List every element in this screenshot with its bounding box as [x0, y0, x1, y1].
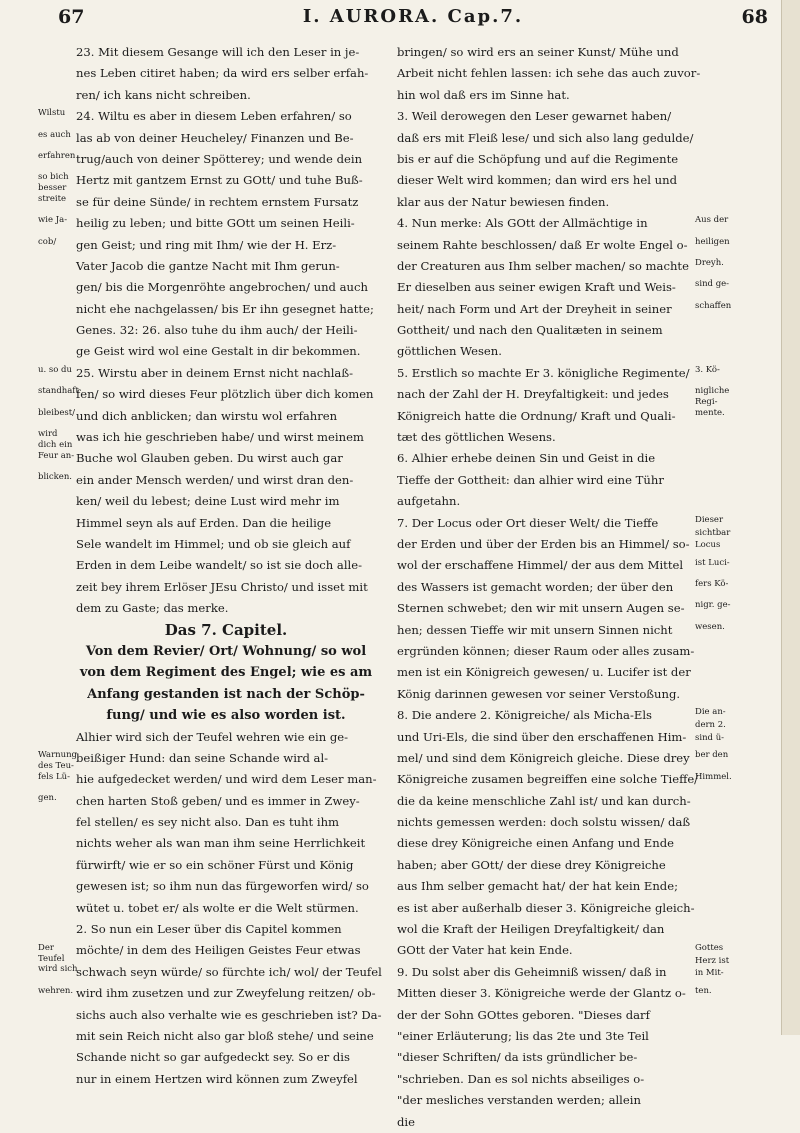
text-line: Sternen schwebet; den wir mit unsern Augen se-: [397, 601, 685, 616]
margin-note: 3. Kö-: [695, 365, 720, 375]
text-line: men ist ein Königreich gewesen/ u. Lucifer ist der: [397, 665, 691, 680]
page-edge: [781, 0, 800, 1035]
margin-note: erfahren: [38, 151, 76, 161]
text-line: gen/ bis die Morgenröhte angebrochen/ und auch: [76, 280, 368, 295]
margin-note: dern 2.: [695, 720, 726, 731]
text-line: 25. Wirstu aber in deinem Ernst nicht nachlaß-: [76, 365, 353, 380]
margin-note: ten.: [695, 985, 712, 996]
text-line: "schrieben. Dan es sol nichts abseiliges o-: [397, 1071, 645, 1086]
margin-note: wird sich: [38, 964, 78, 975]
text-line: sichs auch also verhalte wie es geschrieben ist? Da-: [76, 1007, 382, 1022]
left-column: [76, 42, 382, 1090]
text-line: heit/ nach Form und Art der Dreyheit in seiner: [397, 301, 672, 316]
text-line: Schande nicht so gar aufgedeckt sey. So er dis: [76, 1050, 350, 1065]
text-line: se für deine Sünde/ in rechtem ernstem Fursatz: [76, 194, 359, 209]
margin-note: heiligen: [695, 236, 730, 247]
text-line: 24. Wiltu es aber in diesem Leben erfahren/ so: [76, 109, 352, 124]
text-line: hen; dessen Tieffe wir mit unsern Sinnen nicht: [397, 622, 673, 637]
text-line: die da keine menschliche Zahl ist/ und kan durch-: [397, 793, 691, 808]
margin-note: blicken.: [38, 472, 72, 482]
text-line: nur in einem Hertzen wird können zum Zweyfel: [76, 1071, 358, 1086]
text-line: Gottheit/ und nach den Qualitæten in seinem: [397, 323, 663, 338]
text-line: Sele wandelt im Himmel; und ob sie gleich auf: [76, 536, 351, 551]
text-line: 6. Alhier erhebe deinen Sin und Geist in die: [397, 451, 656, 466]
text-line: ergründen können; dieser Raum oder alles zusam-: [397, 643, 695, 658]
chapter-subtitle-line: Anfang gestanden ist nach der Schöp-: [87, 686, 365, 702]
margin-note: es auch: [38, 129, 71, 140]
text-line: wütet u. tobet er/ als wolte er die Welt stürmen.: [76, 900, 359, 915]
text-line: wol die Kraft der Heiligen Dreyfaltigkeit/ dan: [397, 922, 665, 937]
margin-note: Himmel.: [695, 771, 732, 782]
text-line: Himmel seyn als auf Erden. Dan die heilige: [76, 515, 332, 530]
margin-note: sind ü-: [695, 733, 725, 744]
margin-note: dich ein: [38, 439, 73, 450]
text-line: wol der erschaffene Himmel/ der aus dem Mittel: [397, 558, 684, 573]
text-line: 8. Die andere 2. Königreiche/ als Micha-Els: [397, 708, 652, 723]
chapter-subtitle-line: von dem Regiment des Engel; wie es am: [79, 665, 373, 681]
text-line: GOtt der Vater hat kein Ende.: [397, 943, 573, 958]
text-line: ren/ ich kans nicht schreiben.: [76, 87, 251, 102]
margin-note: nigr. ge-: [695, 600, 731, 611]
text-line: der Erden und über der Erden bis an Himmel/ so-: [397, 536, 690, 551]
text-line: trug/auch von deiner Spötterey; und wende dein: [76, 151, 363, 166]
margin-note: in Mit-: [695, 968, 724, 979]
margin-note: u. so du: [38, 365, 72, 375]
margin-note: nigliche: [695, 386, 730, 397]
text-line: Buche wol Glauben geben. Du wirst auch gar: [76, 451, 343, 466]
margin-note: Feur an-: [38, 450, 75, 461]
margin-note: Regi-: [695, 397, 718, 408]
text-line: "einer Erläuterung; lis das 2te und 3te Teil: [397, 1028, 649, 1043]
text-line: schwach seyn würde/ so fürchte ich/ wol/ der Teufel: [76, 964, 382, 979]
text-line: Erden in dem Leibe wandelt/ so ist sie doch alle-: [76, 558, 363, 573]
margin-note: wesen.: [695, 621, 725, 632]
text-line: bringen/ so wird ers an seiner Kunst/ Mühe und: [397, 45, 679, 59]
text-line: was ich hie geschrieben habe/ und wirst meinem: [76, 430, 364, 445]
text-line: ein ander Mensch werden/ und wirst dran den-: [76, 472, 354, 487]
text-line: daß ers mit Fleiß lese/ und sich also lang gedulde/: [397, 130, 694, 145]
text-line: nicht ehe nachgelassen/ bis Er ihn gesegnet hatte;: [76, 301, 374, 316]
margin-note: Locus: [695, 540, 721, 551]
text-line: König darinnen gewesen vor seiner Verstoßung.: [397, 686, 681, 701]
page-number-left: 67: [58, 6, 85, 28]
margin-note: sind ge-: [695, 279, 730, 290]
margin-note: schaffen: [695, 300, 732, 311]
text-line: Hertz mit gantzem Ernst zu GOtt/ und tuhe Buß-: [76, 173, 363, 188]
margin-note: Aus der: [695, 215, 729, 226]
text-line: aus Ihm selber gemacht hat/ der hat kein Ende;: [397, 879, 678, 894]
text-line: möchte/ in dem des Heiligen Geistes Feur etwas: [76, 943, 361, 958]
margin-note: Wilstu: [38, 108, 66, 119]
margin-note: bleibest/: [38, 407, 76, 418]
text-line: 5. Erstlich so machte Er 3. königliche Regimente/: [397, 365, 690, 380]
text-line: Königreiche zusamen begreiffen eine solche Tieffe/: [397, 772, 699, 787]
text-line: haben; aber GOtt/ der diese drey Königreiche: [397, 857, 666, 872]
margin-note: wird: [38, 429, 58, 440]
text-line: und dich anblicken; dan wirstu wol erfahren: [76, 408, 338, 423]
running-title: I. AURORA. Cap.7.: [302, 6, 524, 27]
margin-note: fels Lü-: [38, 771, 70, 782]
text-line: gewesen ist; so ihm nun das fürgeworfen wird/ so: [76, 879, 369, 894]
text-line: die: [397, 1114, 415, 1129]
text-line: nach der Zahl der H. Dreyfaltigkeit: und jedes: [397, 387, 669, 402]
text-line: tæt des göttlichen Wesens.: [397, 430, 556, 445]
margin-note: cob/: [38, 236, 57, 247]
text-line: Königreich hatte die Ordnung/ Kraft und Quali-: [397, 408, 676, 423]
margin-note: Die an-: [695, 707, 726, 718]
margin-note: ist Luci-: [695, 557, 730, 568]
text-line: Mitten dieser 3. Königreiche werde der Glantz o-: [397, 986, 686, 1001]
text-line: hie aufgedecket werden/ und wird dem Leser man-: [76, 772, 377, 787]
chapter-title: Das 7. Capitel.: [164, 620, 288, 639]
text-line: Genes. 32: 26. also tuhe du ihm auch/ der Heili-: [76, 323, 358, 338]
margin-note: des Teu-: [38, 760, 74, 771]
text-line: 2. So nun ein Leser über dis Capitel kommen: [76, 922, 342, 937]
text-line: beißiger Hund: dan seine Schande wird al-: [76, 750, 329, 765]
text-line: 7. Der Locus oder Ort dieser Welt/ die Tieffe: [397, 515, 659, 530]
text-line: Alhier wird sich der Teufel wehren wie ein ge-: [76, 729, 349, 744]
page-header: [58, 6, 768, 28]
text-line: mit sein Reich nicht also gar bloß stehe/ und seine: [76, 1028, 374, 1043]
margin-note: wehren.: [38, 985, 74, 996]
right-column: [397, 42, 701, 1133]
chapter-subtitle-line: Von dem Revier/ Ort/ Wohnung/ so wol: [85, 643, 367, 659]
text-line: und Uri-Els, die sind über den erschaffenen Him-: [397, 729, 687, 744]
margin-note: sichtbar: [695, 527, 731, 538]
margin-note: Herz ist: [695, 955, 730, 966]
margin-note: streite: [38, 193, 67, 204]
text-line: heilig zu leben; und bitte GOtt um seinen Heili-: [76, 216, 355, 231]
text-line: wird ihm zusetzen und zur Zweyfelung reitzen/ ob-: [76, 986, 376, 1001]
text-line: "der mesliches verstanden werden; allein: [397, 1093, 641, 1108]
text-line: nichts gemessen werden: doch solstu wissen/ daß: [397, 815, 691, 830]
text-line: 3. Weil derowegen den Leser gewarnet haben/: [397, 109, 672, 124]
text-line: "dieser Schriften/ da ists gründlicher be-: [397, 1050, 638, 1065]
text-line: ge Geist wird wol eine Gestalt in dir bekommen.: [76, 344, 361, 359]
margin-note: fers Kö-: [695, 579, 729, 589]
text-line: der Creaturen aus Ihm selber machen/ so machte: [397, 258, 689, 273]
text-line: seinem Rahte beschlossen/ daß Er wolte Engel o-: [397, 237, 688, 252]
text-line: Er dieselben aus seiner ewigen Kraft und Weis-: [397, 280, 676, 295]
text-line: aufgetahn.: [397, 494, 461, 509]
text-line: diese drey Königreiche einen Anfang und Ende: [397, 836, 675, 851]
text-line: klar aus der Natur bewiesen finden.: [397, 194, 610, 209]
text-line: es ist aber außerhalb dieser 3. Königreiche gleich-: [397, 900, 695, 915]
margin-note: Warnung: [38, 750, 77, 761]
margin-note: so bich: [38, 172, 69, 183]
text-line: dem zu Gaste; das merke.: [76, 601, 229, 616]
text-line: fürwirft/ wie er so ein schöner Fürst und König: [76, 857, 354, 872]
margin-note: standhaft: [38, 386, 79, 397]
text-line: 23. Mit diesem Gesange will ich den Leser in je-: [76, 45, 360, 59]
text-line: Vater Jacob die gantze Nacht mit Ihm gerun-: [76, 258, 340, 273]
chapter-subtitle-line: fung/ und wie es also worden ist.: [106, 708, 346, 724]
text-line: göttlichen Wesen.: [397, 344, 502, 359]
text-line: zeit bey ihrem Erlöser JEsu Christo/ und isset mit: [76, 579, 368, 594]
margin-note: Gottes: [695, 942, 724, 953]
text-line: hin wol daß ers im Sinne hat.: [397, 87, 570, 102]
margin-note: mente.: [695, 407, 725, 418]
margin-note: wie Ja-: [38, 215, 68, 226]
text-line: nes Leben citiret haben; da wird ers selber erfah-: [76, 66, 369, 81]
text-line: mel/ und sind dem Königreich gleiche. Diese drey: [397, 750, 690, 765]
margin-note: besser: [38, 183, 67, 194]
text-line: fel stellen/ es sey nicht also. Dan es tuht ihm: [76, 815, 340, 830]
text-line: Arbeit nicht fehlen lassen: ich sehe das auch zuvor-: [397, 66, 701, 81]
text-line: Tieffe der Gottheit: dan alhier wird eine Tühr: [397, 472, 664, 487]
text-line: 9. Du solst aber dis Geheimniß wissen/ daß in: [397, 964, 667, 979]
text-line: las ab von deiner Heucheley/ Finanzen und Be-: [76, 130, 354, 145]
text-line: 4. Nun merke: Als GOtt der Allmächtige in: [397, 216, 648, 231]
margin-note: Dreyh.: [695, 258, 724, 268]
text-line: des Wassers ist gemacht worden; der über den: [397, 579, 674, 594]
text-line: bis er auf die Schöpfung und auf die Regimente: [397, 151, 679, 166]
text-line: fen/ so wird dieses Feur plötzlich über dich komen: [76, 387, 374, 402]
margin-note: Dieser: [695, 514, 724, 525]
text-line: nichts weher als wan man ihm seine Herrlichkeit: [76, 836, 366, 851]
margin-note: gen.: [38, 793, 57, 803]
text-line: der der Sohn GOttes geboren. "Dieses darf: [397, 1007, 650, 1022]
text-line: chen harten Stoß geben/ und es immer in Zwey-: [76, 793, 360, 808]
margin-note: ber den: [695, 750, 729, 761]
page-number-right: 68: [741, 6, 768, 28]
margin-note: Der: [38, 942, 54, 953]
text-line: gen Geist; und ring mit Ihm/ wie der H. Erz-: [76, 237, 337, 252]
text-line: dieser Welt wird kommen; dan wird ers hel und: [397, 173, 677, 188]
text-line: ken/ weil du lebest; deine Lust wird mehr im: [76, 494, 340, 509]
margin-note: Teufel: [38, 953, 65, 964]
